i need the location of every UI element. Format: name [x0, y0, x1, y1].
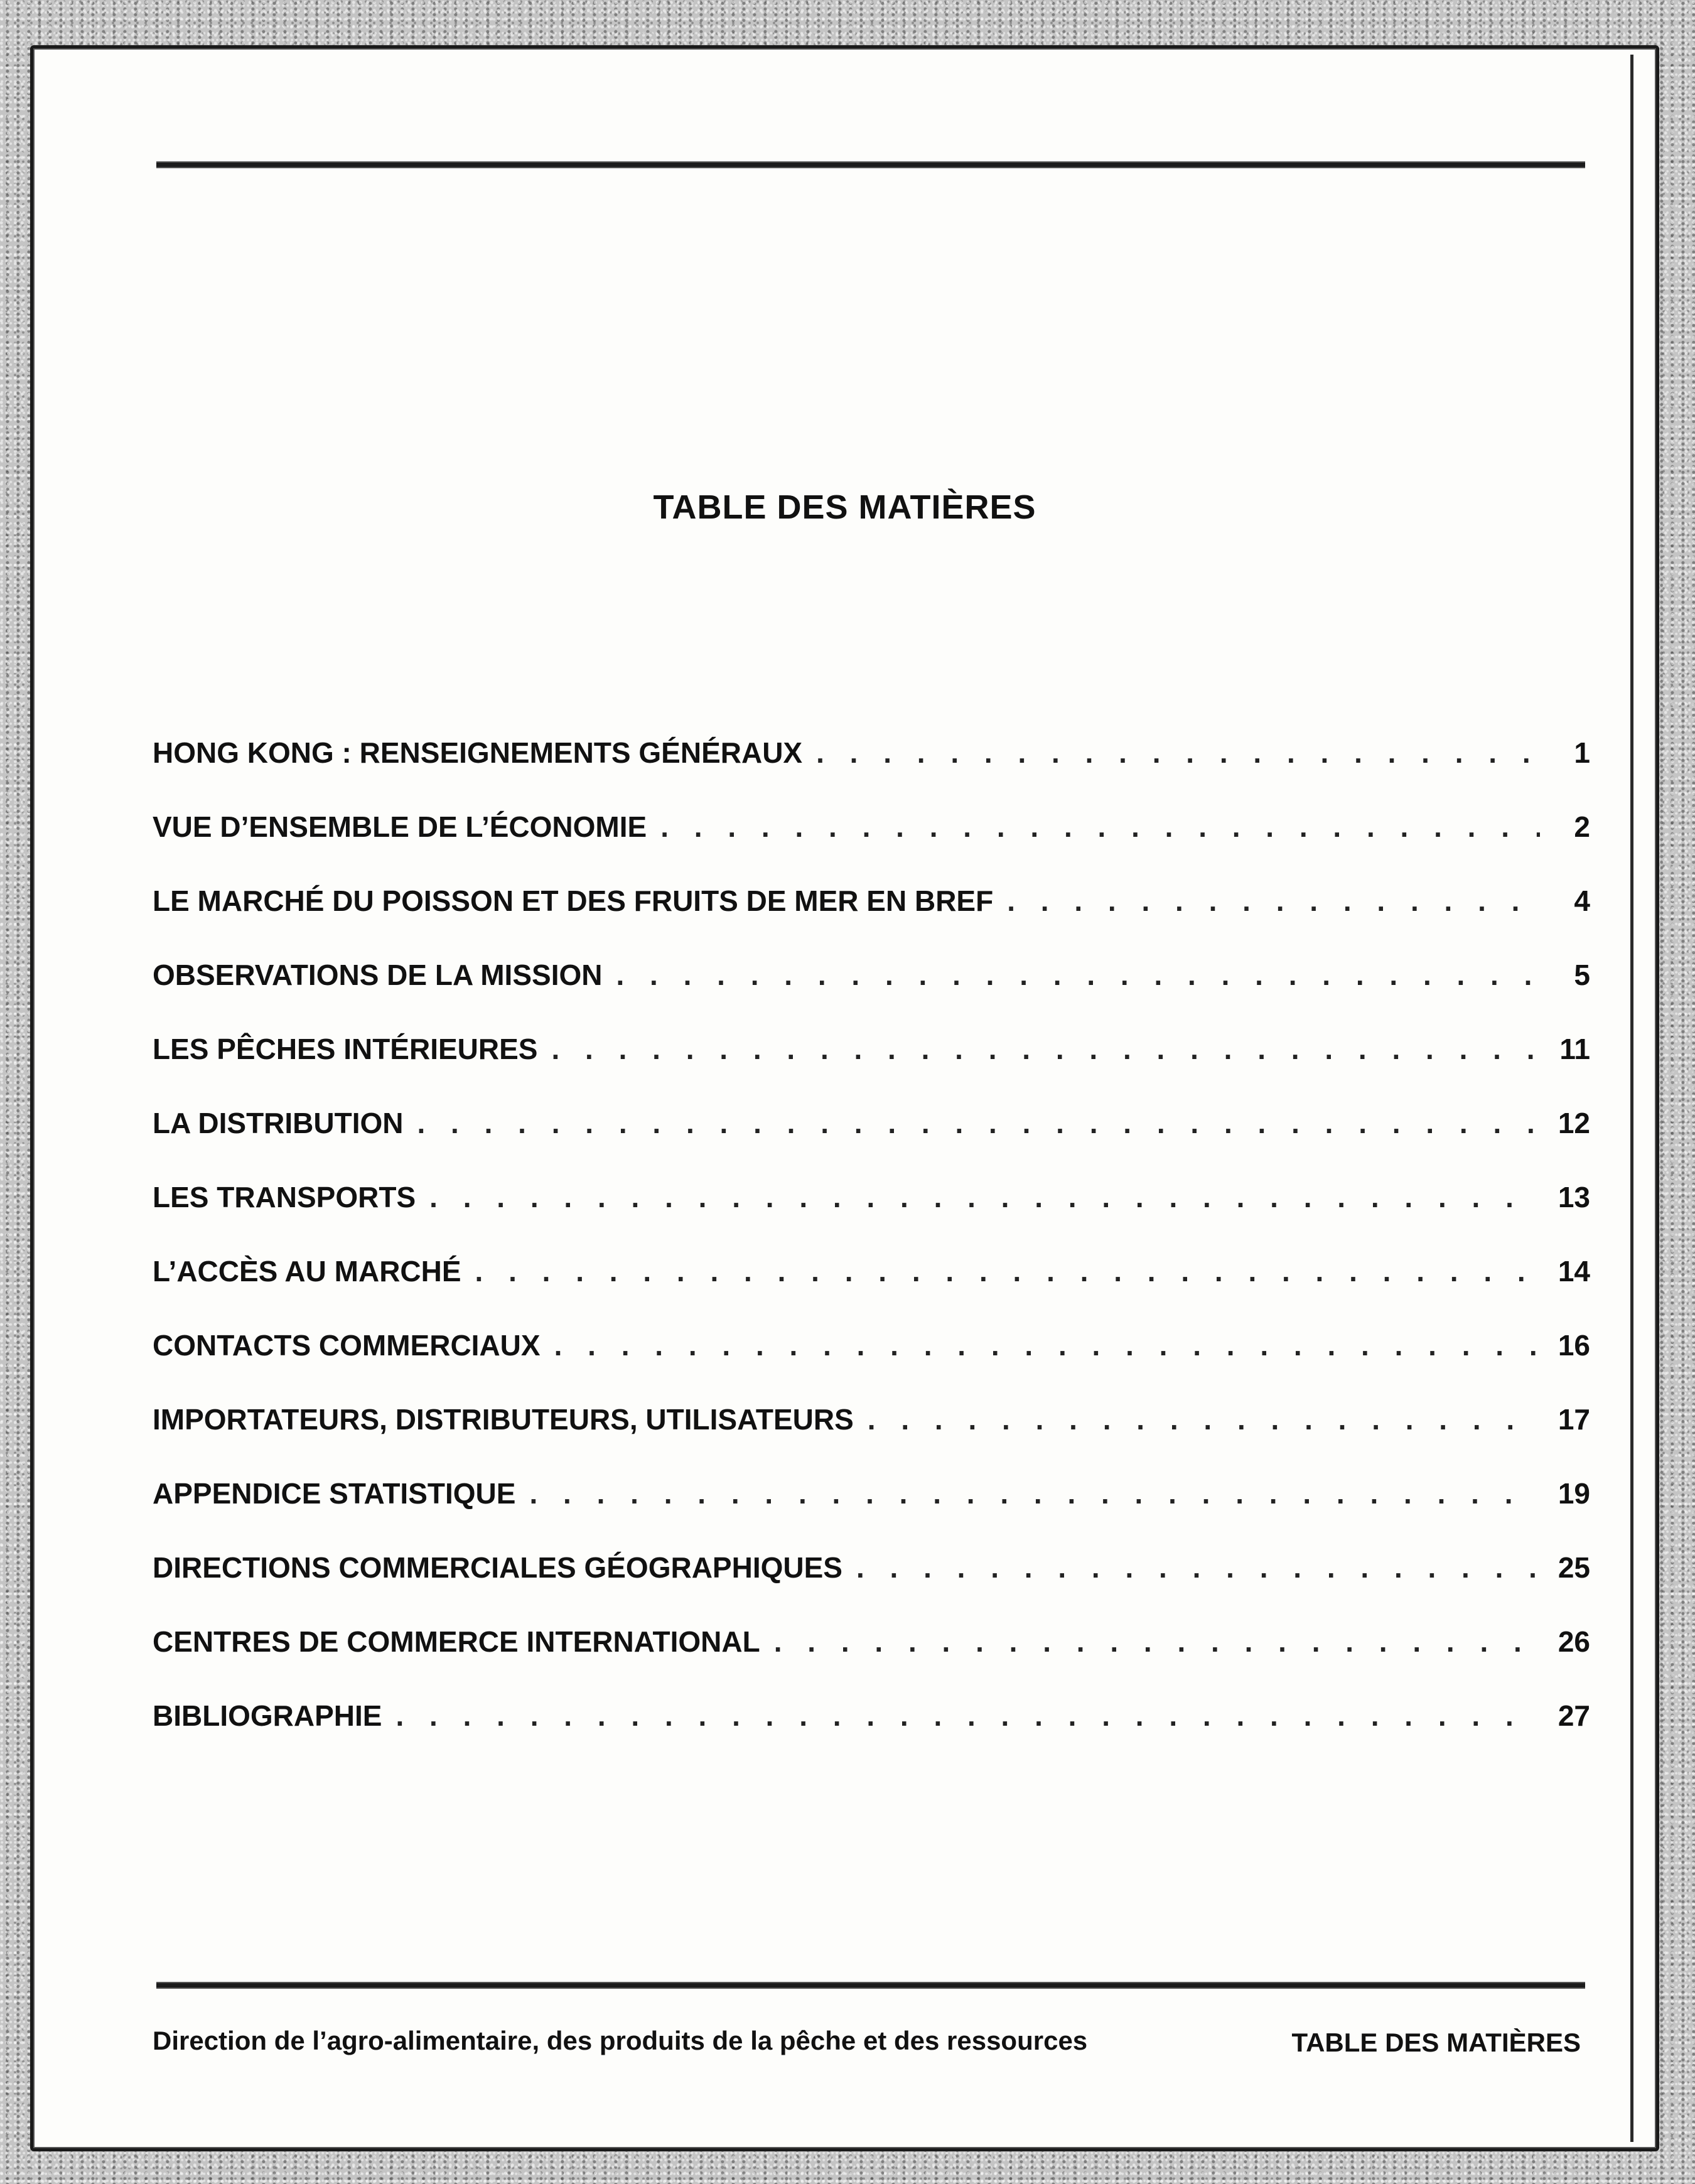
- toc-entry[interactable]: [153, 958, 1590, 1032]
- footer-department: Direction de l’agro-alimentaire, des produits de la pêche et des ressources: [153, 2026, 1088, 2055]
- toc-entry[interactable]: [153, 1254, 1590, 1328]
- toc-entry-label: DIRECTIONS COMMERCIALES GÉOGRAPHIQUES: [153, 1551, 842, 1584]
- toc-entry-page: 19: [1558, 1477, 1590, 1510]
- toc-entry[interactable]: [153, 810, 1590, 884]
- top-rule: [156, 161, 1585, 168]
- toc-entry-label: APPENDICE STATISTIQUE: [153, 1477, 516, 1510]
- toc-leader-dots: [417, 1106, 1541, 1140]
- toc-leader-dots: [554, 1328, 1540, 1362]
- toc-entry-page: 25: [1558, 1551, 1590, 1584]
- toc-leader-dots: [475, 1254, 1540, 1288]
- toc-entry-label: LA DISTRIBUTION: [153, 1107, 404, 1139]
- toc-entry-label: LE MARCHÉ DU POISSON ET DES FRUITS DE MER EN BREF: [153, 885, 994, 917]
- toc-leader-dots: [774, 1625, 1540, 1659]
- toc-entry-label: IMPORTATEURS, DISTRIBUTEURS, UTILISATEURS: [153, 1403, 854, 1436]
- toc-entry[interactable]: [153, 736, 1590, 810]
- toc-entry-page: 5: [1574, 959, 1590, 991]
- toc-entry[interactable]: [153, 1328, 1590, 1402]
- toc-leader-dots: [816, 736, 1540, 770]
- toc-entry[interactable]: [153, 1699, 1590, 1773]
- toc-entry-label: CENTRES DE COMMERCE INTERNATIONAL: [153, 1625, 760, 1658]
- document-page: [30, 45, 1659, 2151]
- toc-entry-page: 16: [1558, 1329, 1590, 1362]
- toc-entry[interactable]: [153, 1477, 1590, 1551]
- toc-leader-dots: [529, 1477, 1540, 1510]
- toc-entry-page: 27: [1558, 1699, 1590, 1732]
- toc-entry-page: 17: [1558, 1403, 1590, 1436]
- toc-entry-page: 14: [1558, 1255, 1590, 1288]
- toc-leader-dots: [396, 1699, 1540, 1733]
- toc-entry[interactable]: [153, 1180, 1590, 1254]
- toc-entry-page: 11: [1559, 1033, 1590, 1065]
- toc-entry[interactable]: [153, 1402, 1590, 1477]
- toc-leader-dots: [868, 1402, 1540, 1436]
- toc-entry[interactable]: [153, 1551, 1590, 1625]
- toc-leader-dots: [616, 958, 1540, 992]
- toc-entry-label: HONG KONG : RENSEIGNEMENTS GÉNÉRAUX: [153, 736, 803, 769]
- toc-entry-page: 13: [1558, 1181, 1590, 1213]
- page-title: TABLE DES MATIÈRES: [653, 488, 1036, 526]
- toc-entry[interactable]: [153, 1625, 1590, 1699]
- toc-leader-dots: [551, 1032, 1540, 1066]
- toc-entry-page: 12: [1558, 1107, 1590, 1139]
- binding-edge: [1630, 55, 1633, 2142]
- toc-entry[interactable]: [153, 1106, 1590, 1180]
- toc-entry-label: LES PÊCHES INTÉRIEURES: [153, 1033, 538, 1065]
- toc-entry-page: 1: [1574, 736, 1590, 769]
- toc-entry-label: L’ACCÈS AU MARCHÉ: [153, 1255, 461, 1288]
- toc-entry-page: 2: [1574, 810, 1590, 843]
- toc-entry[interactable]: [153, 1032, 1590, 1106]
- footer-section-title: TABLE DES MATIÈRES: [1291, 2028, 1581, 2057]
- table-of-contents: [153, 736, 1590, 1773]
- toc-entry-label: LES TRANSPORTS: [153, 1181, 416, 1213]
- bottom-rule: [156, 1982, 1585, 1989]
- toc-entry-page: 26: [1558, 1625, 1590, 1658]
- toc-entry-page: 4: [1574, 885, 1590, 917]
- toc-entry-label: BIBLIOGRAPHIE: [153, 1699, 382, 1732]
- toc-entry-label: CONTACTS COMMERCIAUX: [153, 1329, 541, 1362]
- toc-entry-label: VUE D’ENSEMBLE DE L’ÉCONOMIE: [153, 810, 647, 843]
- toc-leader-dots: [429, 1180, 1540, 1214]
- toc-leader-dots: [1007, 884, 1540, 918]
- toc-leader-dots: [660, 810, 1540, 844]
- toc-entry-label: OBSERVATIONS DE LA MISSION: [153, 959, 603, 991]
- toc-leader-dots: [856, 1551, 1540, 1584]
- toc-entry[interactable]: [153, 884, 1590, 958]
